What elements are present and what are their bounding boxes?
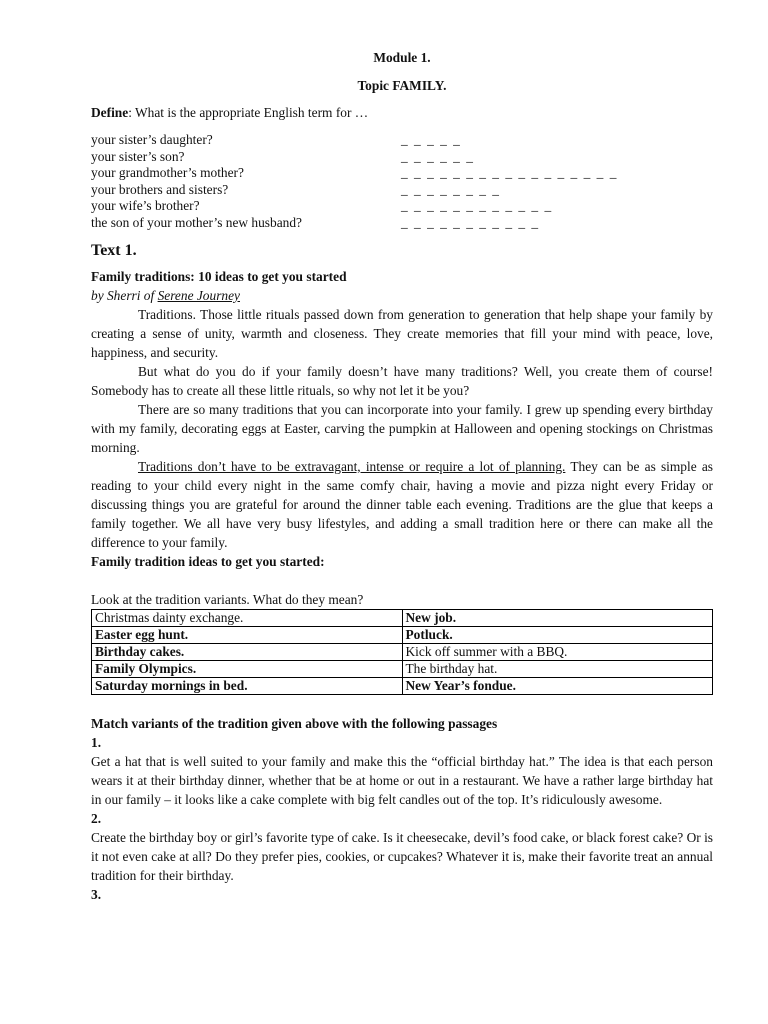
question-text: your sister’s son? [91, 148, 185, 164]
variants-prompt: Look at the tradition variants. What do they mean? [91, 592, 364, 607]
question-row [91, 149, 713, 166]
question-text: your brothers and sisters? [91, 181, 229, 197]
underlined-sentence: Traditions don’t have to be extravagant, intense or require a lot of planning. [138, 459, 566, 474]
passage-number: 2. [91, 811, 102, 826]
topic-title: Topic FAMILY. [357, 78, 447, 93]
define-instruction [91, 103, 713, 122]
table-cell: Christmas dainty exchange. [92, 610, 403, 627]
answer-blank: _ _ _ _ _ _ _ _ _ _ _ [401, 214, 540, 230]
byline-source: Serene Journey [157, 288, 240, 303]
table-cell: The birthday hat. [402, 661, 713, 678]
table-cell: New Year’s fondue. [402, 678, 713, 695]
document-page [91, 48, 713, 904]
question-text: your wife’s brother? [91, 198, 200, 213]
answer-blank: _ _ _ _ _ _ [401, 148, 475, 164]
passage-text: Create the birthday boy or girl’s favorite type of cake. Is it cheesecake, devil’s food cake, or black forest cake? Or is it not even cake at all? Do they prefer pies, cookies, or cupcakes? Whatever it is, make their favorite treat an annual tradition for their birthday. [91, 830, 713, 883]
question-row [91, 165, 713, 182]
byline-author: by Sherri of [91, 288, 158, 303]
question-row [91, 132, 713, 149]
table-row [92, 644, 713, 661]
answer-blank: _ _ _ _ _ _ _ _ [401, 181, 501, 197]
article-title: Family traditions: 10 ideas to get you started [91, 269, 347, 284]
answer-blank: _ _ _ _ _ _ _ _ _ _ _ _ [401, 198, 553, 213]
definition-questions [91, 132, 713, 231]
article-paragraph [91, 457, 713, 552]
table-cell: Potluck. [402, 627, 713, 644]
table-cell: New job. [402, 610, 713, 627]
tradition-variants-table [91, 609, 713, 695]
question-text: the son of your mother’s new husband? [91, 214, 302, 230]
question-text: your sister’s daughter? [91, 132, 213, 147]
table-cell: Family Olympics. [92, 661, 403, 678]
table-row [92, 610, 713, 627]
answer-blank: _ _ _ _ _ _ _ _ _ _ _ _ _ _ _ _ _ [401, 165, 618, 180]
question-row [91, 215, 713, 232]
table-cell: Saturday mornings in bed. [92, 678, 403, 695]
table-cell: Easter egg hunt. [92, 627, 403, 644]
paragraph-rest: They can be as simple as reading to your child every night in the same comfy chair, having a movie and pizza night every Friday or discussing things you are grateful for around the dinner table each evening. Traditions are the glue that keeps a family together. We all have very busy lifestyles, and adding a small tradition here or there can make all the difference to your family. [91, 459, 714, 550]
article-byline [91, 286, 713, 305]
answer-blank: _ _ _ _ _ [401, 132, 462, 147]
passage-number: 1. [91, 735, 102, 750]
match-heading: Match variants of the tradition given above with the following passages [91, 716, 498, 731]
article-paragraph: But what do you do if your family doesn’t have many traditions? Well, you create them of course! Somebody has to create all these little rituals, so why not let it be you? [91, 364, 713, 398]
module-title: Module 1. [373, 50, 431, 65]
question-row [91, 198, 713, 215]
table-row [92, 661, 713, 678]
passage-text: Get a hat that is well suited to your family and make this the “official birthday hat.” The idea is that each person wears it at their birthday dinner, whether that be at home or out in a restaurant. We have a rather large birthday hat in our family – it looks like a cake complete with big felt candles out of the top. It’s ridiculously awesome. [91, 754, 713, 807]
ideas-heading: Family tradition ideas to get you started: [91, 554, 325, 569]
article-paragraph: There are so many traditions that you can incorporate into your family. I grew up spending every birthday with my family, decorating eggs at Easter, carving the pumpkin at Halloween and opening stockings on Christmas morning. [91, 402, 713, 455]
question-text: your grandmother’s mother? [91, 165, 244, 180]
table-row [92, 627, 713, 644]
table-cell: Kick off summer with a BBQ. [402, 644, 713, 661]
define-label: Define [91, 105, 129, 120]
text-heading: Text 1. [91, 242, 137, 259]
define-text: : What is the appropriate English term for … [128, 105, 369, 120]
article-paragraph: Traditions. Those little rituals passed down from generation to generation that help shape your family by creating a sense of unity, warmth and closeness. They create memories that fill your mind with peace, love, happiness, and security. [91, 307, 713, 360]
passage-number: 3. [91, 887, 102, 902]
table-row [92, 678, 713, 695]
question-row [91, 182, 713, 199]
table-cell: Birthday cakes. [92, 644, 403, 661]
